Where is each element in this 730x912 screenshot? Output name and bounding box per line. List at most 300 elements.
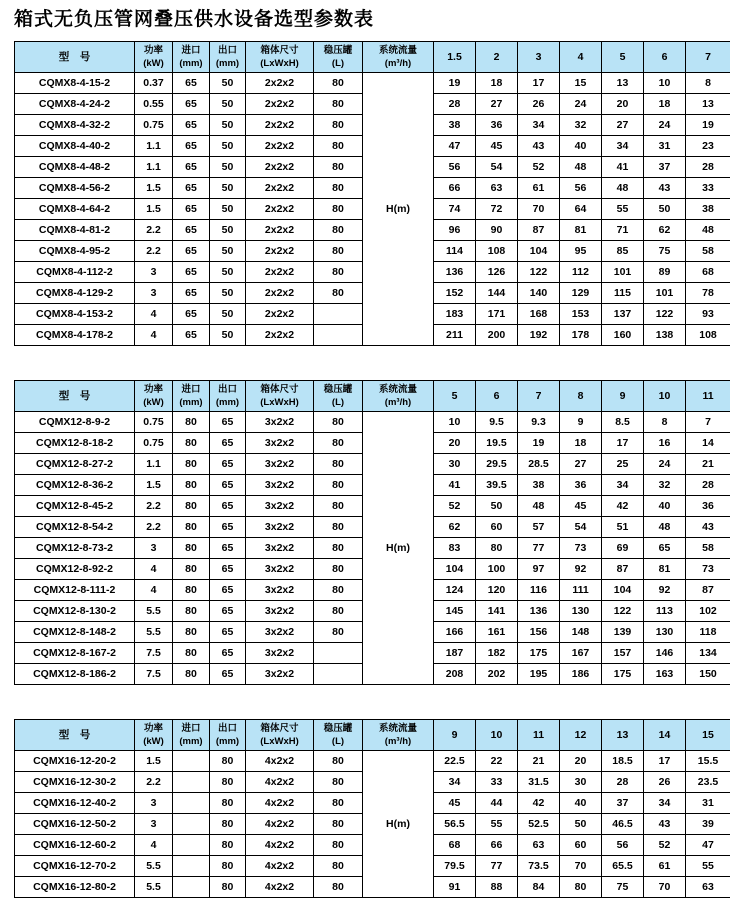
page-title: 箱式无负压管网叠压供水设备选型参数表 [14,8,375,30]
head-value-cell: 23.5 [686,772,730,793]
outlet-cell: 80 [210,814,246,835]
tank-cell: 80 [314,877,363,898]
head-value-cell: 75 [602,877,644,898]
header-row [15,720,730,751]
header-flow-value: 6 [476,381,518,412]
tank-cell [314,325,363,346]
header-flow-label: 系统流量 [378,723,417,734]
box-size-cell: 3x2x2 [246,454,314,475]
head-value-cell: 93 [686,304,730,325]
head-value-cell: 150 [686,664,730,685]
head-value-cell: 126 [476,262,518,283]
head-value-cell: 43 [518,136,560,157]
header-outlet [210,720,246,751]
head-value-cell: 45 [476,136,518,157]
head-value-cell: 41 [434,475,476,496]
head-value-cell: 74 [434,199,476,220]
head-value-cell: 122 [644,304,686,325]
head-value-cell: 48 [518,496,560,517]
inlet-cell: 65 [173,115,210,136]
head-value-cell: 58 [686,538,730,559]
head-value-cell: 32 [560,115,602,136]
head-value-cell: 43 [686,517,730,538]
box-size-cell: 3x2x2 [246,664,314,685]
tank-cell: 80 [314,157,363,178]
inlet-cell: 80 [173,601,210,622]
box-size-cell: 2x2x2 [246,94,314,115]
head-value-cell: 18 [644,94,686,115]
header-tank [314,720,363,751]
tank-cell: 80 [314,262,363,283]
head-value-cell: 50 [644,199,686,220]
head-value-cell: 66 [434,178,476,199]
head-value-cell: 21 [686,454,730,475]
inlet-cell [173,835,210,856]
head-value-cell: 48 [602,178,644,199]
outlet-cell: 80 [210,877,246,898]
head-value-cell: 36 [476,115,518,136]
model-cell: CQMX8-4-178-2 [15,325,135,346]
power-cell: 4 [135,559,173,580]
header-inlet [173,381,210,412]
tank-cell: 80 [314,73,363,94]
head-value-cell: 37 [644,157,686,178]
header-power-label: 功率 [143,723,163,734]
box-size-cell: 3x2x2 [246,412,314,433]
head-value-cell: 47 [686,835,730,856]
header-flow [363,720,434,751]
power-cell: 7.5 [135,664,173,685]
table-row [15,412,730,433]
head-value-cell: 61 [644,856,686,877]
head-value-cell: 168 [518,304,560,325]
head-value-cell: 80 [560,877,602,898]
head-value-cell: 42 [518,793,560,814]
head-value-cell: 28 [686,475,730,496]
header-inlet-label: 进口 [181,723,201,734]
header-tank [314,42,363,73]
power-cell: 5.5 [135,622,173,643]
table-row [15,73,730,94]
model-cell: CQMX16-12-50-2 [15,814,135,835]
head-value-cell: 7 [686,412,730,433]
outlet-cell: 50 [210,199,246,220]
head-value-cell: 73 [560,538,602,559]
header-box-size-label: 箱体尺寸 [260,384,299,395]
header-tank [314,381,363,412]
head-value-cell: 160 [602,325,644,346]
header-row [15,381,730,412]
inlet-cell: 65 [173,199,210,220]
header-flow-value: 1.5 [434,42,476,73]
head-value-cell: 157 [602,643,644,664]
outlet-cell: 50 [210,94,246,115]
inlet-cell: 65 [173,157,210,178]
model-cell: CQMX8-4-15-2 [15,73,135,94]
outlet-cell: 65 [210,622,246,643]
head-value-cell: 112 [560,262,602,283]
head-value-cell: 192 [518,325,560,346]
head-value-cell: 36 [560,475,602,496]
head-value-cell: 182 [476,643,518,664]
box-size-cell: 2x2x2 [246,241,314,262]
power-cell: 0.55 [135,94,173,115]
power-cell: 0.75 [135,412,173,433]
tank-cell: 80 [314,538,363,559]
header-tank-label: 稳压罐 [323,45,353,56]
header-flow-value: 7 [518,381,560,412]
head-value-cell: 202 [476,664,518,685]
header-flow-value: 14 [644,720,686,751]
power-cell: 4 [135,835,173,856]
inlet-cell: 65 [173,220,210,241]
header-flow-value: 15 [686,720,730,751]
model-cell: CQMX12-8-27-2 [15,454,135,475]
tank-cell: 80 [314,283,363,304]
head-value-cell: 18.5 [602,751,644,772]
power-cell: 4 [135,304,173,325]
head-value-cell: 153 [560,304,602,325]
head-value-cell: 104 [434,559,476,580]
inlet-cell: 65 [173,178,210,199]
model-cell: CQMX8-4-64-2 [15,199,135,220]
power-cell: 5.5 [135,877,173,898]
head-value-cell: 101 [602,262,644,283]
header-flow-label: 系统流量 [378,384,417,395]
head-value-cell: 28 [686,157,730,178]
model-cell: CQMX12-8-111-2 [15,580,135,601]
head-value-cell: 43 [644,178,686,199]
header-flow-unit: (m³/h) [384,397,412,408]
tank-cell: 80 [314,814,363,835]
head-value-cell: 208 [434,664,476,685]
tank-cell: 80 [314,580,363,601]
tank-cell: 80 [314,751,363,772]
head-value-cell: 62 [644,220,686,241]
power-cell: 0.75 [135,433,173,454]
outlet-cell: 50 [210,157,246,178]
power-cell: 3 [135,262,173,283]
tank-cell: 80 [314,241,363,262]
model-cell: CQMX12-8-130-2 [15,601,135,622]
head-value-cell: 57 [518,517,560,538]
box-size-cell: 2x2x2 [246,73,314,94]
head-value-cell: 14 [686,433,730,454]
head-value-cell: 85 [602,241,644,262]
head-value-cell: 9.5 [476,412,518,433]
outlet-cell: 80 [210,751,246,772]
model-cell: CQMX8-4-40-2 [15,136,135,157]
head-value-cell: 56 [560,178,602,199]
inlet-cell: 80 [173,496,210,517]
head-value-cell: 46.5 [602,814,644,835]
inlet-cell: 65 [173,136,210,157]
header-inlet-unit: (mm) [179,397,203,408]
head-value-cell: 45 [560,496,602,517]
head-value-cell: 89 [644,262,686,283]
head-value-cell: 44 [476,793,518,814]
header-flow-value: 8 [560,381,602,412]
outlet-cell: 65 [210,475,246,496]
header-power [135,381,173,412]
box-size-cell: 4x2x2 [246,856,314,877]
inlet-cell: 65 [173,262,210,283]
head-value-cell: 51 [602,517,644,538]
outlet-cell: 50 [210,262,246,283]
inlet-cell: 65 [173,325,210,346]
head-value-cell: 8 [686,73,730,94]
head-value-cell: 90 [476,220,518,241]
head-value-cell: 78 [686,283,730,304]
model-cell: CQMX12-8-92-2 [15,559,135,580]
header-flow-value: 4 [560,42,602,73]
inlet-cell: 80 [173,433,210,454]
header-flow-label: 系统流量 [378,45,417,56]
model-cell: CQMX16-12-80-2 [15,877,135,898]
head-value-cell: 34 [602,475,644,496]
inlet-cell: 80 [173,412,210,433]
outlet-cell: 50 [210,178,246,199]
model-cell: CQMX8-4-153-2 [15,304,135,325]
head-value-cell: 55 [476,814,518,835]
head-value-cell: 136 [518,601,560,622]
head-value-cell: 10 [434,412,476,433]
outlet-cell: 65 [210,517,246,538]
inlet-cell: 65 [173,304,210,325]
head-value-cell: 113 [644,601,686,622]
power-cell: 1.5 [135,199,173,220]
power-cell: 7.5 [135,643,173,664]
header-power-unit: (kW) [143,397,164,408]
outlet-cell: 80 [210,835,246,856]
head-value-cell: 100 [476,559,518,580]
model-cell: CQMX8-4-112-2 [15,262,135,283]
head-value-cell: 33 [476,772,518,793]
model-cell: CQMX16-12-40-2 [15,793,135,814]
head-value-cell: 36 [686,496,730,517]
head-value-cell: 60 [560,835,602,856]
head-value-cell: 19 [434,73,476,94]
head-value-cell: 19 [686,115,730,136]
head-value-cell: 115 [602,283,644,304]
tank-cell: 80 [314,454,363,475]
head-value-cell: 29.5 [476,454,518,475]
head-value-cell: 34 [602,136,644,157]
model-cell: CQMX8-4-24-2 [15,94,135,115]
head-value-cell: 58 [686,241,730,262]
head-value-cell: 34 [518,115,560,136]
header-inlet-unit: (mm) [179,736,203,747]
header-box-size-unit: (LxWxH) [260,736,299,747]
box-size-cell: 2x2x2 [246,283,314,304]
header-power [135,720,173,751]
head-value-cell: 19.5 [476,433,518,454]
tank-cell: 80 [314,433,363,454]
box-size-cell: 2x2x2 [246,115,314,136]
header-tank-unit: (L) [331,736,345,747]
head-value-cell: 171 [476,304,518,325]
power-cell: 1.1 [135,136,173,157]
head-value-cell: 22 [476,751,518,772]
head-value-cell: 122 [602,601,644,622]
box-size-cell: 3x2x2 [246,643,314,664]
head-value-cell: 40 [560,793,602,814]
outlet-cell: 65 [210,643,246,664]
header-model: 型 号 [15,42,135,73]
header-flow-unit: (m³/h) [384,58,412,69]
model-cell: CQMX8-4-32-2 [15,115,135,136]
outlet-cell: 50 [210,136,246,157]
tank-cell [314,664,363,685]
inlet-cell: 65 [173,241,210,262]
head-value-cell: 97 [518,559,560,580]
power-cell: 3 [135,814,173,835]
head-value-cell: 21 [518,751,560,772]
tank-cell: 80 [314,856,363,877]
model-cell: CQMX16-12-30-2 [15,772,135,793]
tank-cell: 80 [314,178,363,199]
header-flow [363,381,434,412]
head-value-cell: 87 [518,220,560,241]
model-cell: CQMX8-4-56-2 [15,178,135,199]
spec-table-3 [14,719,730,898]
header-flow-value: 9 [434,720,476,751]
inlet-cell: 80 [173,622,210,643]
power-cell: 2.2 [135,220,173,241]
head-value-cell: 54 [476,157,518,178]
tank-cell: 80 [314,772,363,793]
outlet-cell: 65 [210,412,246,433]
head-value-cell: 30 [560,772,602,793]
head-value-cell: 17 [518,73,560,94]
head-value-cell: 48 [686,220,730,241]
box-size-cell: 3x2x2 [246,433,314,454]
header-flow-unit: (m³/h) [384,736,412,747]
header-box-size [246,381,314,412]
head-value-cell: 166 [434,622,476,643]
head-value-cell: 33 [686,178,730,199]
box-size-cell: 3x2x2 [246,496,314,517]
head-value-cell: 55 [602,199,644,220]
power-cell: 1.5 [135,751,173,772]
head-value-cell: 34 [434,772,476,793]
model-cell: CQMX12-8-73-2 [15,538,135,559]
header-flow-value: 2 [476,42,518,73]
header-power-unit: (kW) [143,736,164,747]
head-value-cell: 52 [434,496,476,517]
outlet-cell: 65 [210,538,246,559]
power-cell: 0.37 [135,73,173,94]
power-cell: 2.2 [135,517,173,538]
header-flow-value: 5 [434,381,476,412]
head-value-cell: 211 [434,325,476,346]
head-value-cell: 77 [476,856,518,877]
head-value-cell: 80 [476,538,518,559]
head-value-cell: 24 [644,454,686,475]
inlet-cell: 80 [173,664,210,685]
head-value-cell: 17 [644,751,686,772]
box-size-cell: 2x2x2 [246,304,314,325]
header-model: 型 号 [15,381,135,412]
power-cell: 4 [135,580,173,601]
box-size-cell: 2x2x2 [246,157,314,178]
head-value-cell: 101 [644,283,686,304]
header-flow-value: 13 [602,720,644,751]
head-value-cell: 175 [602,664,644,685]
header-model: 型 号 [15,720,135,751]
head-value-cell: 108 [476,241,518,262]
outlet-cell: 80 [210,772,246,793]
head-value-cell: 104 [518,241,560,262]
head-value-cell: 27 [602,115,644,136]
box-size-cell: 4x2x2 [246,814,314,835]
head-value-cell: 81 [644,559,686,580]
model-cell: CQMX12-8-148-2 [15,622,135,643]
inlet-cell: 80 [173,475,210,496]
head-value-cell: 28 [602,772,644,793]
outlet-cell: 65 [210,433,246,454]
head-value-cell: 102 [686,601,730,622]
head-value-cell: 56 [434,157,476,178]
head-value-cell: 15 [560,73,602,94]
box-size-cell: 2x2x2 [246,325,314,346]
header-flow-value: 11 [686,381,730,412]
header-inlet-label: 进口 [181,45,201,56]
head-value-cell: 87 [686,580,730,601]
head-value-cell: 186 [560,664,602,685]
head-value-cell: 88 [476,877,518,898]
header-power-unit: (kW) [143,58,164,69]
head-value-cell: 70 [644,877,686,898]
inlet-cell: 80 [173,538,210,559]
head-value-cell: 56.5 [434,814,476,835]
head-value-cell: 30 [434,454,476,475]
head-value-cell: 31.5 [518,772,560,793]
head-value-cell: 38 [518,475,560,496]
head-value-cell: 73.5 [518,856,560,877]
header-flow-value: 10 [476,720,518,751]
tank-cell: 80 [314,220,363,241]
header-box-size-label: 箱体尺寸 [260,45,299,56]
box-size-cell: 3x2x2 [246,517,314,538]
header-flow-value: 9 [602,381,644,412]
header-inlet-label: 进口 [181,384,201,395]
head-value-cell: 79.5 [434,856,476,877]
box-size-cell: 3x2x2 [246,538,314,559]
head-value-cell: 27 [476,94,518,115]
power-cell: 1.1 [135,454,173,475]
head-value-cell: 34 [644,793,686,814]
tank-cell: 80 [314,601,363,622]
model-cell: CQMX12-8-45-2 [15,496,135,517]
head-value-cell: 183 [434,304,476,325]
head-value-cell: 24 [560,94,602,115]
model-cell: CQMX8-4-95-2 [15,241,135,262]
head-value-cell: 70 [518,199,560,220]
box-size-cell: 4x2x2 [246,793,314,814]
head-value-cell: 38 [434,115,476,136]
power-cell: 4 [135,325,173,346]
header-flow-value: 12 [560,720,602,751]
power-cell: 1.1 [135,157,173,178]
head-label-cell: H(m) [363,412,434,685]
power-cell: 2.2 [135,772,173,793]
head-value-cell: 163 [644,664,686,685]
head-value-cell: 68 [686,262,730,283]
head-value-cell: 16 [644,433,686,454]
power-cell: 5.5 [135,601,173,622]
tank-cell: 80 [314,136,363,157]
